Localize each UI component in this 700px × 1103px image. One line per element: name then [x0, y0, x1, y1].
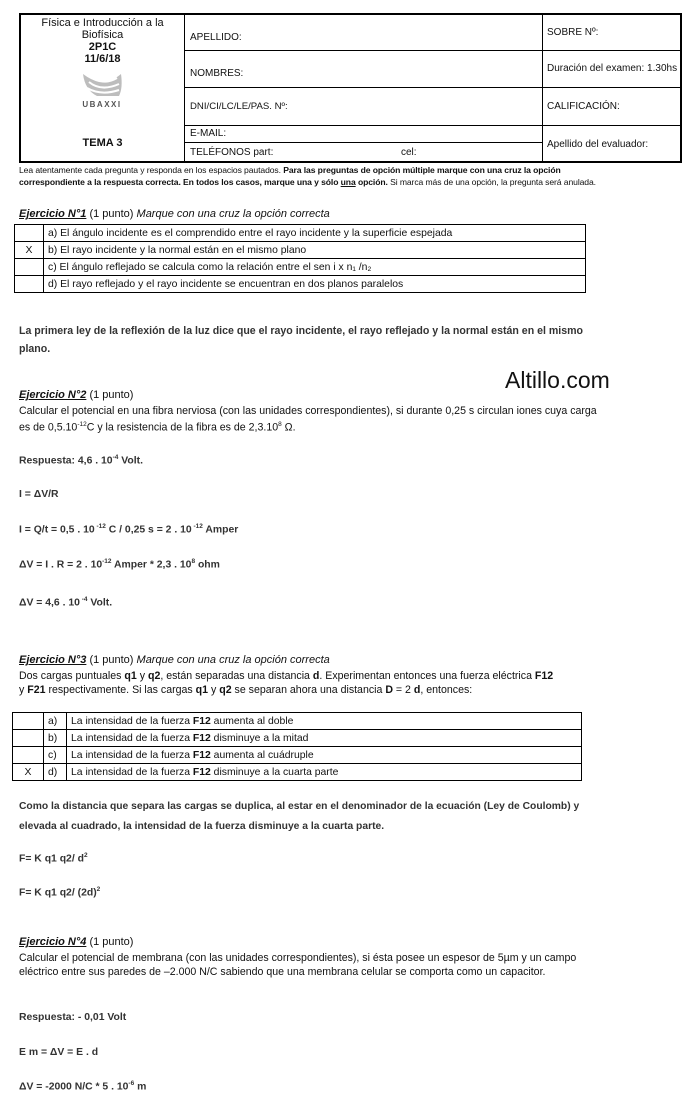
option-mark[interactable]	[13, 747, 44, 764]
ex1-option-c[interactable]	[15, 259, 586, 276]
email-field: E-MAIL:	[190, 128, 227, 139]
calificacion-field: CALIFICACIÓN:	[547, 101, 620, 112]
ex3-answer: Como la distancia que separa las cargas se duplica, al estar en el denominador de la ecuación (Ley de Coulomb) y elevada al cuadrado, la intensidad de la fuerza disminuye a la cuarta parte.	[19, 801, 580, 832]
option-mark[interactable]: X	[15, 242, 44, 259]
header-divider	[542, 87, 682, 88]
ex1-options-table	[14, 224, 586, 293]
evaluador-field: Apellido del evaluador:	[547, 139, 649, 150]
ex2-equation: I = ΔV/R	[19, 489, 59, 500]
header-divider	[184, 50, 542, 51]
sobre-field: SOBRE Nº:	[547, 27, 599, 38]
option-letter: a)	[44, 713, 67, 730]
exam-code: 2P1C	[88, 41, 117, 53]
nombres-field: NOMBRES:	[190, 68, 244, 79]
subject-name: Física e Introducción a la Biofísica	[41, 17, 164, 41]
ex1-title: Ejercicio N°1 (1 punto) Marque con una cruz la opción correcta	[19, 208, 330, 220]
ex3-option-d[interactable]	[13, 764, 582, 781]
option-text: b) El rayo incidente y la normal están en el mismo plano	[44, 242, 586, 259]
option-letter: b)	[44, 730, 67, 747]
ex2-question: Calcular el potencial en una fibra nerviosa (con las unidades correspondientes), si durante 0,25 s circulan iones cuya carga es de $0,5.10^{-12}C$ y la resistencia de la fibra es de 2,3.10$^8$ Ω.	[19, 405, 597, 434]
ex3-option-b[interactable]	[13, 730, 582, 747]
option-mark[interactable]	[13, 730, 44, 747]
header-divider	[184, 142, 542, 143]
ex2-equation: ΔV = I . R = 2 . $10^{-12}$ Amper * 2,3 . $10^8$ ohm	[19, 558, 220, 571]
header-divider	[184, 15, 185, 161]
option-letter: c)	[44, 747, 67, 764]
ex3-question: Dos cargas puntuales q1 y q2, están separadas una distancia d. Experimentan entonces una fuerza eléctrica F12 y F21 respectivamente. Si las cargas q1 y q2 se separan ahora una distancia D = 2 d, entonces:	[19, 670, 554, 696]
ex2-title: Ejercicio N°2 (1 punto)	[19, 389, 134, 401]
ex1-answer: La primera ley de la reflexión de la luz dice que el rayo incidente, el rayo reflejado y la normal están en el mismo plano.	[19, 325, 584, 355]
header-divider	[184, 87, 542, 88]
cel-field: cel:	[401, 147, 417, 158]
option-text: La intensidad de la fuerza F12 disminuye a la cuarta parte	[67, 764, 582, 781]
dni-field: DNI/CI/LC/LE/PAS. Nº:	[190, 101, 288, 112]
option-mark[interactable]: X	[13, 764, 44, 781]
ex3-options-table	[12, 712, 582, 781]
altillo-watermark: Altillo.com	[505, 367, 610, 393]
ex4-equation: E m = ΔV = E . d	[19, 1047, 99, 1058]
ex4-equation: ΔV = -2000 N/C * 5 . $10^{-6}$ m	[19, 1080, 147, 1093]
option-mark[interactable]	[15, 225, 44, 242]
ex2-answer: Respuesta: 4,6 . $10^{-4}$ Volt.	[19, 454, 143, 467]
ex2-equation: I = Q/t = 0,5 . 10 $^{-12}$ C / 0,25 s = 2 . 10 $^{-12}$ Amper	[19, 523, 239, 536]
option-text: La intensidad de la fuerza F12 disminuye a la mitad	[67, 730, 582, 747]
ex3-option-c[interactable]	[13, 747, 582, 764]
header-divider	[542, 15, 543, 161]
header-divider	[542, 50, 682, 51]
exam-date: 11/6/18	[84, 53, 121, 65]
tema-label: TEMA 3	[82, 137, 123, 149]
option-mark[interactable]	[13, 713, 44, 730]
option-text: a) El ángulo incidente es el comprendido entre el rayo incidente y la superficie espejada	[44, 225, 586, 242]
option-text: La intensidad de la fuerza F12 aumenta al cuádruple	[67, 747, 582, 764]
ex3-option-a[interactable]	[13, 713, 582, 730]
option-text: d) El rayo reflejado y el rayo incidente se encuentran en dos planos paralelos	[44, 276, 586, 293]
ex3-equation: F= K q1 q2/ $(2d)^2$	[19, 886, 101, 899]
ex4-question: Calcular el potencial de membrana (con las unidades correspondientes), si ésta posee un espesor de 5µm y un campo eléctrico entre sus paredes de –2.000 N/C sabiendo que una membrana celular se comporta como un capacitor.	[19, 952, 577, 978]
ex2-equation: ΔV = 4,6 . 10 $^{-4}$ Volt.	[19, 596, 113, 609]
ex4-answer: Respuesta: - 0,01 Volt	[19, 1012, 127, 1023]
option-letter: d)	[44, 764, 67, 781]
ex1-option-d[interactable]	[15, 276, 586, 293]
option-text: La intensidad de la fuerza F12 aumenta al doble	[67, 713, 582, 730]
ex4-title: Ejercicio N°4 (1 punto)	[19, 936, 134, 948]
header-divider	[184, 125, 542, 126]
instructions: Lea atentamente cada pregunta y responda en los espacios pautados. Para las preguntas de opción múltiple marque con una cruz la opción correspondiente a la respuesta correcta. En todos los casos, marque una y sólo una opción. Si marca más de una opción, la pregunta será anulada.	[19, 165, 596, 187]
ex3-title: Ejercicio N°3 (1 punto) Marque con una cruz la opción correcta	[19, 654, 330, 666]
option-text: c) El ángulo reflejado se calcula como la relación entre el sen i x n₁ /n₂	[44, 259, 586, 276]
option-mark[interactable]	[15, 276, 44, 293]
ex1-option-b[interactable]	[15, 242, 586, 259]
telefonos-field: TELÉFONOS part:	[190, 147, 274, 158]
ex3-equation: F= K q1 q2/ $d^2$	[19, 852, 88, 865]
header-divider	[542, 125, 682, 126]
ex1-option-a[interactable]	[15, 225, 586, 242]
apellido-field: APELLIDO:	[190, 32, 242, 43]
duracion-field: Duración del examen: 1.30hs	[547, 63, 678, 74]
ubaxxi-logo: UBAXXI	[79, 70, 125, 117]
option-mark[interactable]	[15, 259, 44, 276]
exam-header-table	[19, 13, 682, 163]
